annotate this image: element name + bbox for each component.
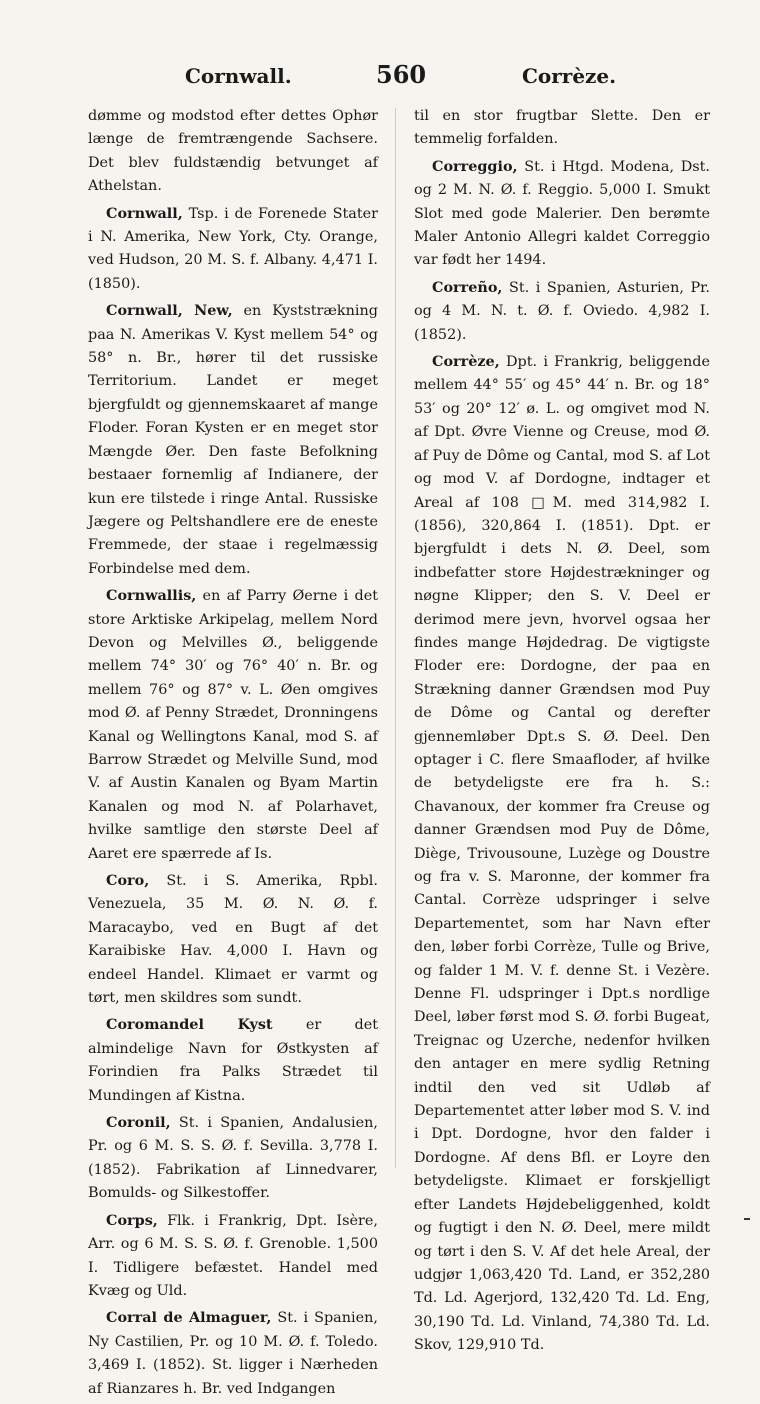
left-running-head: Cornwall. bbox=[185, 64, 292, 88]
page-number: 560 bbox=[376, 60, 427, 89]
left-column bbox=[88, 105, 378, 1404]
entry bbox=[88, 1013, 378, 1108]
headword: Coromandel Kyst bbox=[106, 1016, 273, 1034]
entry bbox=[414, 350, 710, 1357]
continuation-text: dømme og modstod efter dettes Ophør længe de fremtrængende Sachsere. Det blev fuldstændig betvunget af Athelstan. bbox=[88, 108, 378, 195]
headword: Cornwall, bbox=[106, 204, 183, 222]
entry-text: St. i Spanien, Ny Castilien, Pr. og 10 M. Ø. f. Toledo. 3,469 I. (1852). St. ligger i Nærheden af Rianzares h. Br. ved Indgangen bbox=[88, 1310, 378, 1397]
right-column bbox=[414, 105, 710, 1361]
right-running-head: Corrèze. bbox=[522, 64, 617, 88]
entry bbox=[88, 202, 378, 297]
entry-text: St. i Spanien, Andalusien, Pr. og 6 M. S. S. Ø. f. Sevilla. 3,778 I. (1852). Fabrikation af Linnedvarer, Bomulds- og Silkestoffer. bbox=[88, 1115, 378, 1202]
entry bbox=[88, 299, 378, 581]
entry bbox=[88, 1306, 378, 1401]
entry-text: St. i Spanien, Asturien, Pr. og 4 M. N. t. Ø. f. Oviedo. 4,982 I. (1852). bbox=[414, 279, 710, 343]
entry-text: Tsp. i de Forenede Stater i N. Amerika, New York, Cty. Orange, ved Hudson, 20 M. S. f. Albany. 4,471 I. (1850). bbox=[88, 205, 378, 292]
entry-text: en Kyststrækning paa N. Amerikas V. Kyst mellem 54° og 58° n. Br., hører til det russiske Territorium. Landet er meget bjergfuldt og gjennemskaaret af mange Floder. Foran Kysten er en meget stor Mængde Øer. Den faste Befolkning bestaaer fornemlig af Indianere, der kun ere tilstede i ringe Antal. Russiske Jægere og Peltshandlere ere de eneste Fremmede, der staae i regelmæssig Forbindelse med dem. bbox=[88, 303, 378, 577]
entry bbox=[414, 276, 710, 347]
headword: Correggio, bbox=[432, 157, 518, 175]
headword: Cornwallis, bbox=[106, 587, 197, 605]
entry-text: er det almindelige Navn for Østkysten af Forindien fra Palks Strædet til Mundingen af Kistna. bbox=[88, 1017, 378, 1104]
headword: Corral de Almaguer, bbox=[106, 1309, 272, 1327]
headword: Corps, bbox=[106, 1211, 158, 1229]
entry-text: St. i Htgd. Modena, Dst. og 2 M. N. Ø. f. Reggio. 5,000 I. Smukt Slot med gode Malerier. Den berømte Maler Antonio Allegri kaldet Correggio var født her 1494. bbox=[414, 158, 710, 269]
page-header bbox=[0, 60, 760, 100]
entry bbox=[88, 584, 378, 866]
headword: Corrèze, bbox=[432, 353, 500, 371]
entry-text: Flk. i Frankrig, Dpt. Isère, Arr. og 6 M. S. S. Ø. f. Grenoble. 1,500 I. Tidligere befæstet. Handel med Kvæg og Uld. bbox=[88, 1212, 378, 1299]
entry bbox=[88, 1111, 378, 1206]
entry-text: en af Parry Øerne i det store Arktiske Arkipelag, mellem Nord Devon og Melvilles Ø., beliggende mellem 74° 30′ og 76° 40′ n. Br. og mellem 76° og 87° v. L. Øen omgives mod Ø. af Penny Strædet, Dronningens Kanal og Wellingtons Kanal, mod S. af Barrow Strædet og Melville Sund, mod V. af Austin Kanalen og Byam Martin Kanalen og mod N. af Polarhavet, hvilke samtlige den største Deel af Aaret ere spærrede af Is. bbox=[88, 588, 378, 862]
entry bbox=[414, 155, 710, 273]
entry bbox=[88, 1209, 378, 1304]
headword: Cornwall, New, bbox=[106, 302, 233, 320]
margin-mark bbox=[744, 1218, 750, 1220]
continuation-text: til en stor frugtbar Slette. Den er temmelig forfalden. bbox=[414, 108, 710, 148]
entry-text: Dpt. i Frankrig, beliggende mellem 44° 55′ og 45° 44′ n. Br. og 18° 53′ og 20° 12′ ø. L. og omgivet mod N. af Dpt. Øvre Vienne og Creuse, mod Ø. af Puy de Dôme og Cantal, mod S. af Lot og mod V. af Dordogne, indtager et Areal af 108 □M. med 314,982 I. (1856), 320,864 I. (1851). Dpt. er bjergfuldt i dets N. Ø. Deel, som indbefatter store Højdestrækninger og nøgne Klipper; den S. V. Deel er derimod mere jevn, hvorvel ogsaa her findes mange Højdedrag. De vigtigste Floder ere: Dordogne, der paa en Strækning danner Grændsen mod Puy de Dôme og Cantal og derefter gjennemløber Dpt.s S. Ø. Deel. Den optager i C. flere Smaafloder, af hvilke de betydeligste ere fra h. S.: Chavanoux, der kommer fra Creuse og danner Grændsen mod Puy de Dôme, Diège, Trivousoune, Luzège og Doustre og fra v. S. Maronne, der kommer fra Cantal. Corrèze udspringer i selve Departementet, som har Navn efter den, løber forbi Corrèze, Tulle og Brive, og falder 1 M. V. f. denne St. i Vezère. Denne Fl. udspringer i Dpt.s nordlige Deel, løber først mod S. Ø. forbi Bugeat, Treignac og Uzerche, nedenfor hvilken den antager en mere sydlig Retning indtil den ved sit Udløb af Departementet atter løber mod S. V. ind i Dpt. Dordogne, hvor den falder i Dordogne. Af dens Bfl. er Loyre den betydeligste. Klimaet er forskjelligt efter Landets Højdebeliggenhed, koldt og fugtigt i den N. Ø. Deel, mere mildt og tørt i den S. V. Af det hele Areal, der udgjør 1,063,420 Td. Land, er 352,280 Td. Ld. Agerjord, 132,420 Td. Ld. Eng, 30,190 Td. Ld. Vinland, 74,380 Td. Ld. Skov, 129,910 Td. bbox=[414, 354, 710, 1354]
entry bbox=[88, 869, 378, 1010]
headword: Correño, bbox=[432, 278, 503, 296]
headword: Coro, bbox=[106, 872, 150, 889]
headword: Coronil, bbox=[106, 1114, 171, 1132]
column-divider bbox=[395, 108, 396, 1168]
entry-text: St. i S. Amerika, Rpbl. Venezuela, 35 M. Ø. N. Ø. f. Maracaybo, ved en Bugt af det Karaibiske Hav. 4,000 I. Havn og endeel Handel. Klimaet er varmt og tørt, men skildres som sundt. bbox=[88, 873, 378, 1007]
